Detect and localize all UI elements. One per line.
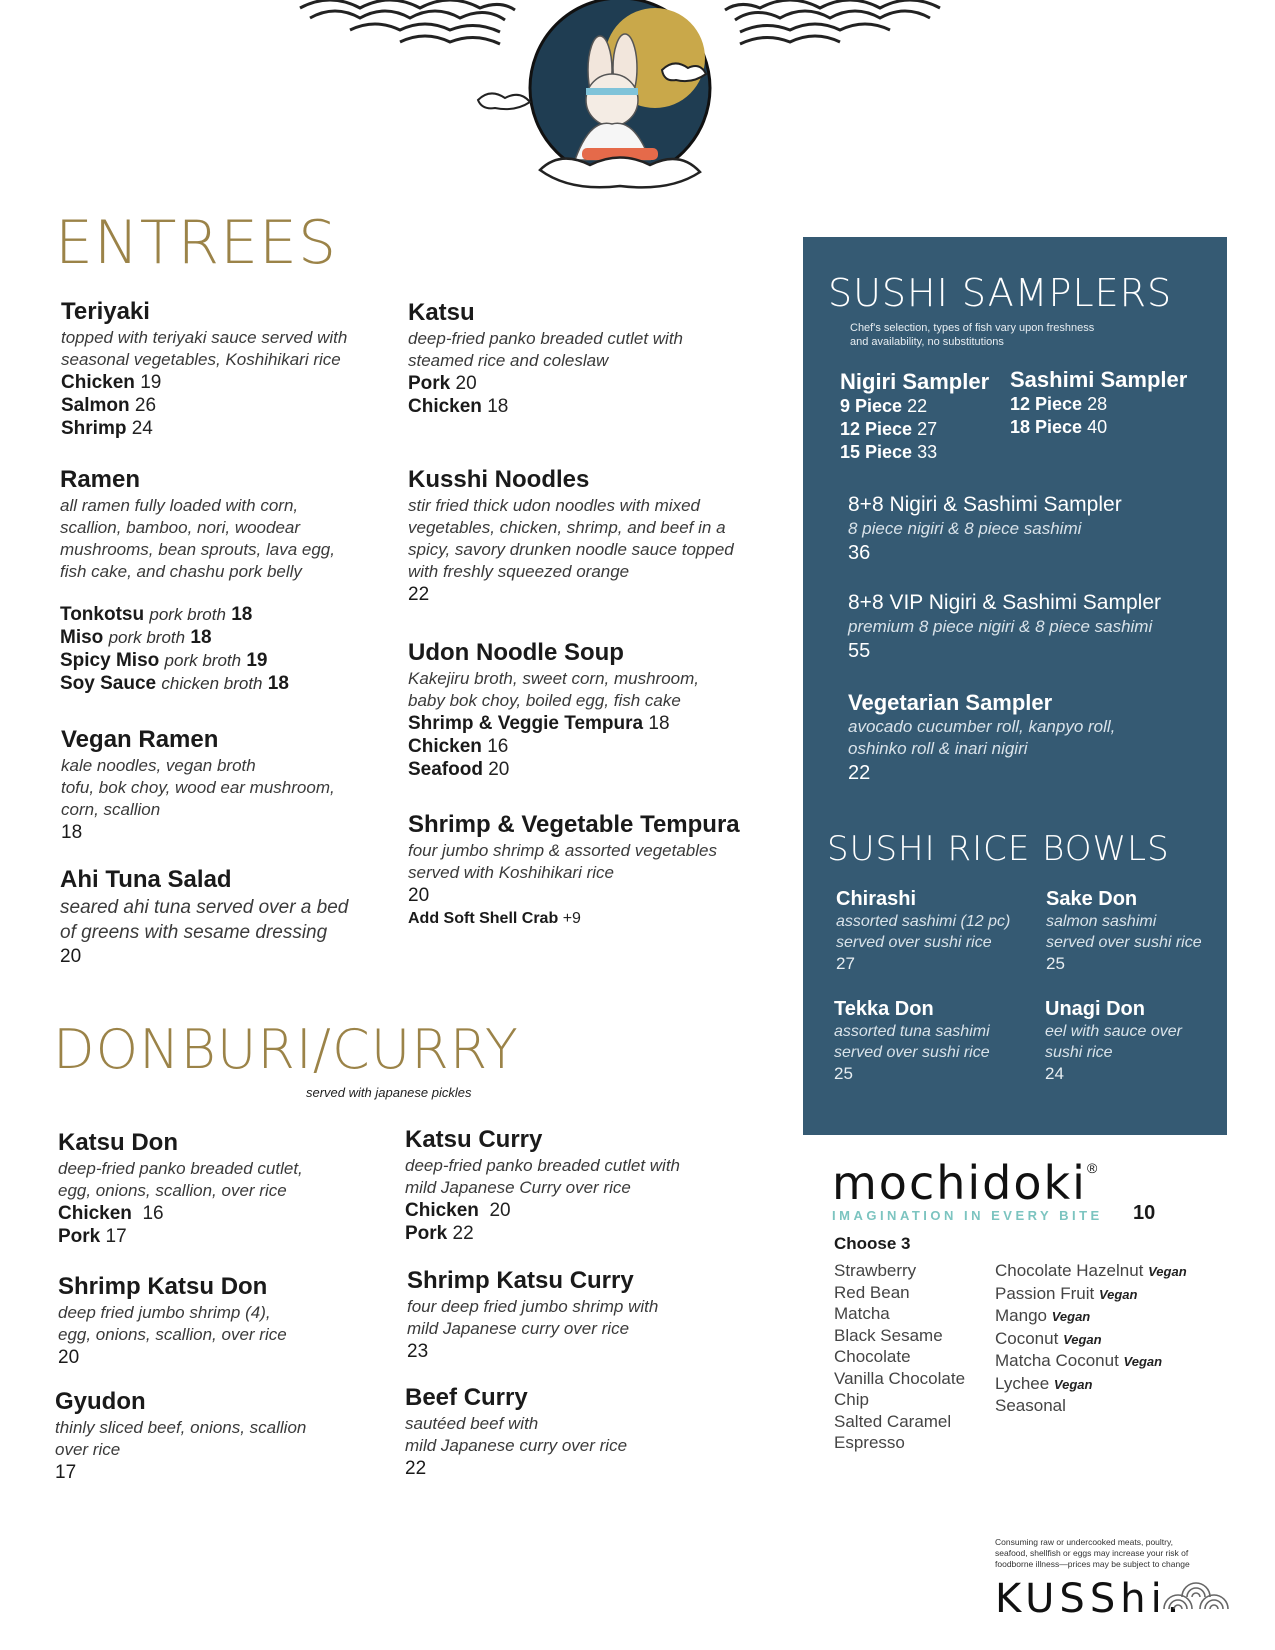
item-name: Nigiri Sampler — [840, 369, 990, 394]
item-price: 25 — [1046, 954, 1065, 973]
header-illustration — [290, 0, 950, 195]
item-name: Udon Noodle Soup — [408, 639, 624, 666]
flavor-item: Vanilla Chocolate — [834, 1368, 966, 1388]
mochi-choose: Choose 3 — [834, 1234, 911, 1253]
item-name: Shrimp Katsu Don — [58, 1273, 268, 1300]
item-price: 24 — [1045, 1064, 1064, 1083]
flavor-item: Chip — [834, 1390, 869, 1409]
item-price: 22 — [848, 762, 871, 784]
item-name: Vegetarian Sampler — [848, 690, 1053, 715]
option-row: Tonkotsu pork broth 18 — [60, 604, 253, 625]
item-desc: seared ahi tuna served over a bed of greens with sesame dressing — [60, 897, 349, 943]
addon-row: Add Soft Shell Crab +9 — [408, 910, 581, 927]
menu-item-gyudon — [55, 1387, 315, 1484]
flavor-item: Seasonal — [995, 1396, 1066, 1415]
item-desc: topped with teriyaki sauce served with seasonal vegetables, Koshihikari rice — [61, 328, 348, 369]
entrees-title: ENTREES — [55, 208, 338, 278]
option-row: Pork 17 — [58, 1226, 127, 1247]
menu-item-teriyaki — [61, 297, 361, 440]
bowl-sake-don — [1046, 887, 1202, 974]
flavor-item: Salted Caramel — [834, 1411, 952, 1431]
item-desc: four deep fried jumbo shrimp with mild Japanese curry over rice — [407, 1297, 659, 1338]
item-price: 25 — [834, 1064, 853, 1083]
donburi-title: DONBURI/CURRY — [53, 1018, 519, 1081]
flavor-item: Black Sesame — [834, 1325, 943, 1345]
mochidoki-tagline: IMAGINATION IN EVERY BITE — [832, 1208, 1103, 1223]
item-name: Ahi Tuna Salad — [60, 866, 232, 893]
item-price: 20 — [408, 885, 430, 906]
item-desc: four jumbo shrimp & assorted vegetables served with Koshihikari rice — [408, 841, 717, 882]
sushi-samplers-title: SUSHI SAMPLERS — [828, 271, 1173, 315]
option-row: Chicken 16 — [408, 736, 509, 757]
item-desc: deep fried jumbo shrimp (4), egg, onions, scallion, over rice — [58, 1303, 287, 1344]
flavor-item: Red Bean — [834, 1282, 910, 1302]
menu-item-shrimp-katsu-don — [58, 1272, 288, 1369]
wave-icon — [1160, 1575, 1232, 1613]
vegetarian-sampler — [848, 690, 1115, 786]
item-name: Ramen — [60, 466, 141, 493]
mochidoki-logo — [832, 1156, 1103, 1223]
item-price: 20 — [58, 1347, 80, 1368]
item-desc: thinly sliced beef, onions, scallion over rice — [55, 1418, 307, 1459]
item-name: Gyudon — [55, 1388, 146, 1415]
flavor-item: Matcha Coconut Vegan — [995, 1351, 1163, 1370]
ramen-options — [60, 603, 360, 695]
item-name: Chirashi — [836, 888, 917, 910]
vip-sampler — [848, 590, 1161, 664]
registered-mark: ® — [1086, 1160, 1098, 1176]
left-cloud-wing — [300, 0, 515, 44]
option-row: Miso pork broth 18 — [60, 627, 212, 648]
flavor-item: Strawberry — [834, 1261, 917, 1280]
mochi-flavors-left — [834, 1260, 965, 1454]
flavor-item: Coconut Vegan — [995, 1328, 1102, 1348]
item-name: Beef Curry — [405, 1384, 528, 1411]
flavor-item: Passion Fruit Vegan — [995, 1283, 1138, 1303]
item-desc: deep-fried panko breaded cutlet with steamed rice and coleslaw — [408, 329, 684, 370]
item-price: 18 — [61, 822, 83, 843]
option-row: Chicken 19 — [61, 372, 162, 393]
option-row: Shrimp & Veggie Tempura 18 — [408, 713, 670, 734]
nigiri-sampler — [840, 369, 989, 464]
option-row: Pork 22 — [405, 1223, 474, 1244]
medallion — [478, 0, 710, 187]
item-desc: eel with sauce over — [1045, 1023, 1182, 1040]
item-name: Teriyaki — [61, 298, 150, 325]
item-name: Tekka Don — [834, 998, 934, 1020]
menu-item-katsu-curry — [405, 1125, 695, 1245]
sushi-note: Chef's selection, types of fish vary upon freshness and availability, no substitutions — [850, 322, 1095, 348]
item-name: 8+8 Nigiri & Sashimi Sampler — [848, 493, 1122, 516]
sushi-rice-bowls-title: SUSHI RICE BOWLS — [827, 829, 1170, 869]
item-name: Shrimp & Vegetable Tempura — [408, 811, 740, 838]
item-name: Vegan Ramen — [61, 726, 219, 753]
item-desc: Kakejiru broth, sweet corn, mushroom, baby bok choy, boiled egg, fish cake — [408, 669, 700, 710]
option-row: Chicken 20 — [405, 1200, 511, 1221]
item-desc: tofu, bok choy, wood ear mushroom, corn, scallion — [61, 778, 335, 819]
option-row: 9 Piece 22 — [840, 396, 928, 416]
item-desc: kale noodles, vegan broth — [61, 756, 256, 775]
mochi-flavors-right — [995, 1260, 1187, 1418]
item-price: 22 — [405, 1458, 427, 1479]
sushi-panel — [803, 237, 1227, 1135]
option-row: Salmon 26 — [61, 395, 157, 416]
item-price: 23 — [407, 1341, 429, 1362]
menu-item-ahi-tuna-salad — [60, 865, 360, 968]
flavor-item: Lychee Vegan — [995, 1373, 1093, 1393]
item-desc: deep-fried panko breaded cutlet with mild Japanese Curry over rice — [405, 1156, 681, 1197]
item-price: 20 — [60, 946, 82, 967]
flavor-item: Mango Vegan — [995, 1306, 1091, 1325]
option-row: Chicken 16 — [58, 1203, 164, 1224]
menu-item-kusshi-noodles — [408, 465, 738, 606]
flavor-item: Chocolate — [834, 1347, 911, 1366]
menu-item-vegan-ramen — [61, 725, 351, 844]
item-desc: served over sushi rice — [834, 1044, 990, 1061]
item-desc: assorted sashimi (12 pc) — [836, 913, 1011, 930]
menu-item-shrimp-vegetable-tempura — [408, 810, 748, 930]
menu-item-katsu — [408, 298, 708, 418]
option-row: Soy Sauce chicken broth 18 — [60, 673, 289, 694]
bowl-tekka-don — [834, 997, 990, 1084]
item-desc: salmon sashimi — [1046, 913, 1157, 930]
flavor-item: Espresso — [834, 1433, 905, 1452]
option-row: 15 Piece 33 — [840, 442, 938, 462]
item-name: Sake Don — [1046, 888, 1138, 910]
item-desc: served over sushi rice — [836, 934, 992, 951]
item-name: 8+8 VIP Nigiri & Sashimi Sampler — [848, 591, 1161, 614]
eight-eight-sampler — [848, 492, 1122, 566]
item-desc: sushi rice — [1045, 1044, 1113, 1061]
option-row: Spicy Miso pork broth 19 — [60, 650, 268, 671]
option-row: 18 Piece 40 — [1010, 417, 1108, 437]
item-price: 22 — [408, 584, 430, 605]
sashimi-sampler — [1010, 367, 1187, 439]
menu-item-katsu-don — [58, 1128, 318, 1248]
option-row: Chicken 18 — [408, 396, 509, 417]
item-desc: avocado cucumber roll, kanpyo roll, — [848, 717, 1116, 736]
item-name: Kusshi Noodles — [408, 466, 590, 493]
kusshi-wordmark: KUSShi. — [995, 1576, 1185, 1622]
item-price: 36 — [848, 542, 871, 564]
donburi-subtitle: served with japanese pickles — [306, 1085, 472, 1100]
item-desc: deep-fried panko breaded cutlet, egg, onions, scallion, over rice — [58, 1159, 303, 1200]
option-row: Seafood 20 — [408, 759, 510, 780]
right-cloud-wing — [725, 0, 940, 44]
item-name: Katsu Don — [58, 1129, 178, 1156]
menu-item-udon-noodle-soup — [408, 638, 708, 781]
item-price: 55 — [848, 640, 871, 662]
mochi-price: 10 — [1133, 1202, 1156, 1224]
flavor-item: Matcha — [834, 1304, 890, 1323]
option-row: 12 Piece 27 — [840, 419, 938, 439]
item-desc: oshinko roll & inari nigiri — [848, 739, 1028, 758]
option-row: 12 Piece 28 — [1010, 394, 1108, 414]
option-row: Shrimp 24 — [61, 418, 153, 439]
item-name: Shrimp Katsu Curry — [407, 1267, 634, 1294]
menu-item-ramen — [60, 465, 335, 583]
bowl-chirashi — [836, 887, 1010, 974]
item-desc: all ramen fully loaded with corn, scallion, bamboo, nori, woodear mushrooms, bean sprouts, lava egg, fish cake, and chashu pork belly — [60, 496, 335, 581]
item-desc: 8 piece nigiri & 8 piece sashimi — [848, 519, 1082, 538]
bowl-unagi-don — [1045, 997, 1182, 1084]
item-desc: sautéed beef with — [405, 1414, 539, 1433]
item-name: Unagi Don — [1045, 998, 1145, 1020]
kusshi-logo — [995, 1576, 1184, 1622]
item-name: Katsu Curry — [405, 1126, 543, 1153]
item-name: Sashimi Sampler — [1010, 367, 1188, 392]
item-desc: stir fried thick udon noodles with mixed vegetables, chicken, shrimp, and beef in a spicy, savory drunken noodle sauce topped with freshly squeezed orange — [408, 496, 734, 581]
menu-item-shrimp-katsu-curry — [407, 1266, 677, 1363]
menu-item-beef-curry — [405, 1383, 695, 1480]
item-price: 27 — [836, 954, 855, 973]
flavor-item: Chocolate Hazelnut Vegan — [995, 1261, 1187, 1280]
item-desc: mild Japanese curry over rice — [405, 1436, 628, 1455]
option-row: Pork 20 — [408, 373, 477, 394]
item-desc: assorted tuna sashimi — [834, 1023, 990, 1040]
item-price: 17 — [55, 1462, 77, 1483]
mochidoki-brand: mochidoki — [832, 1156, 1087, 1210]
item-desc: served over sushi rice — [1046, 934, 1202, 951]
item-name: Katsu — [408, 299, 475, 326]
item-desc: premium 8 piece nigiri & 8 piece sashimi — [848, 617, 1153, 636]
raw-food-disclaimer: Consuming raw or undercooked meats, poultry, seafood, shellfish or eggs may increase your risk of foodborne illness—prices may be subject to change — [995, 1537, 1190, 1569]
